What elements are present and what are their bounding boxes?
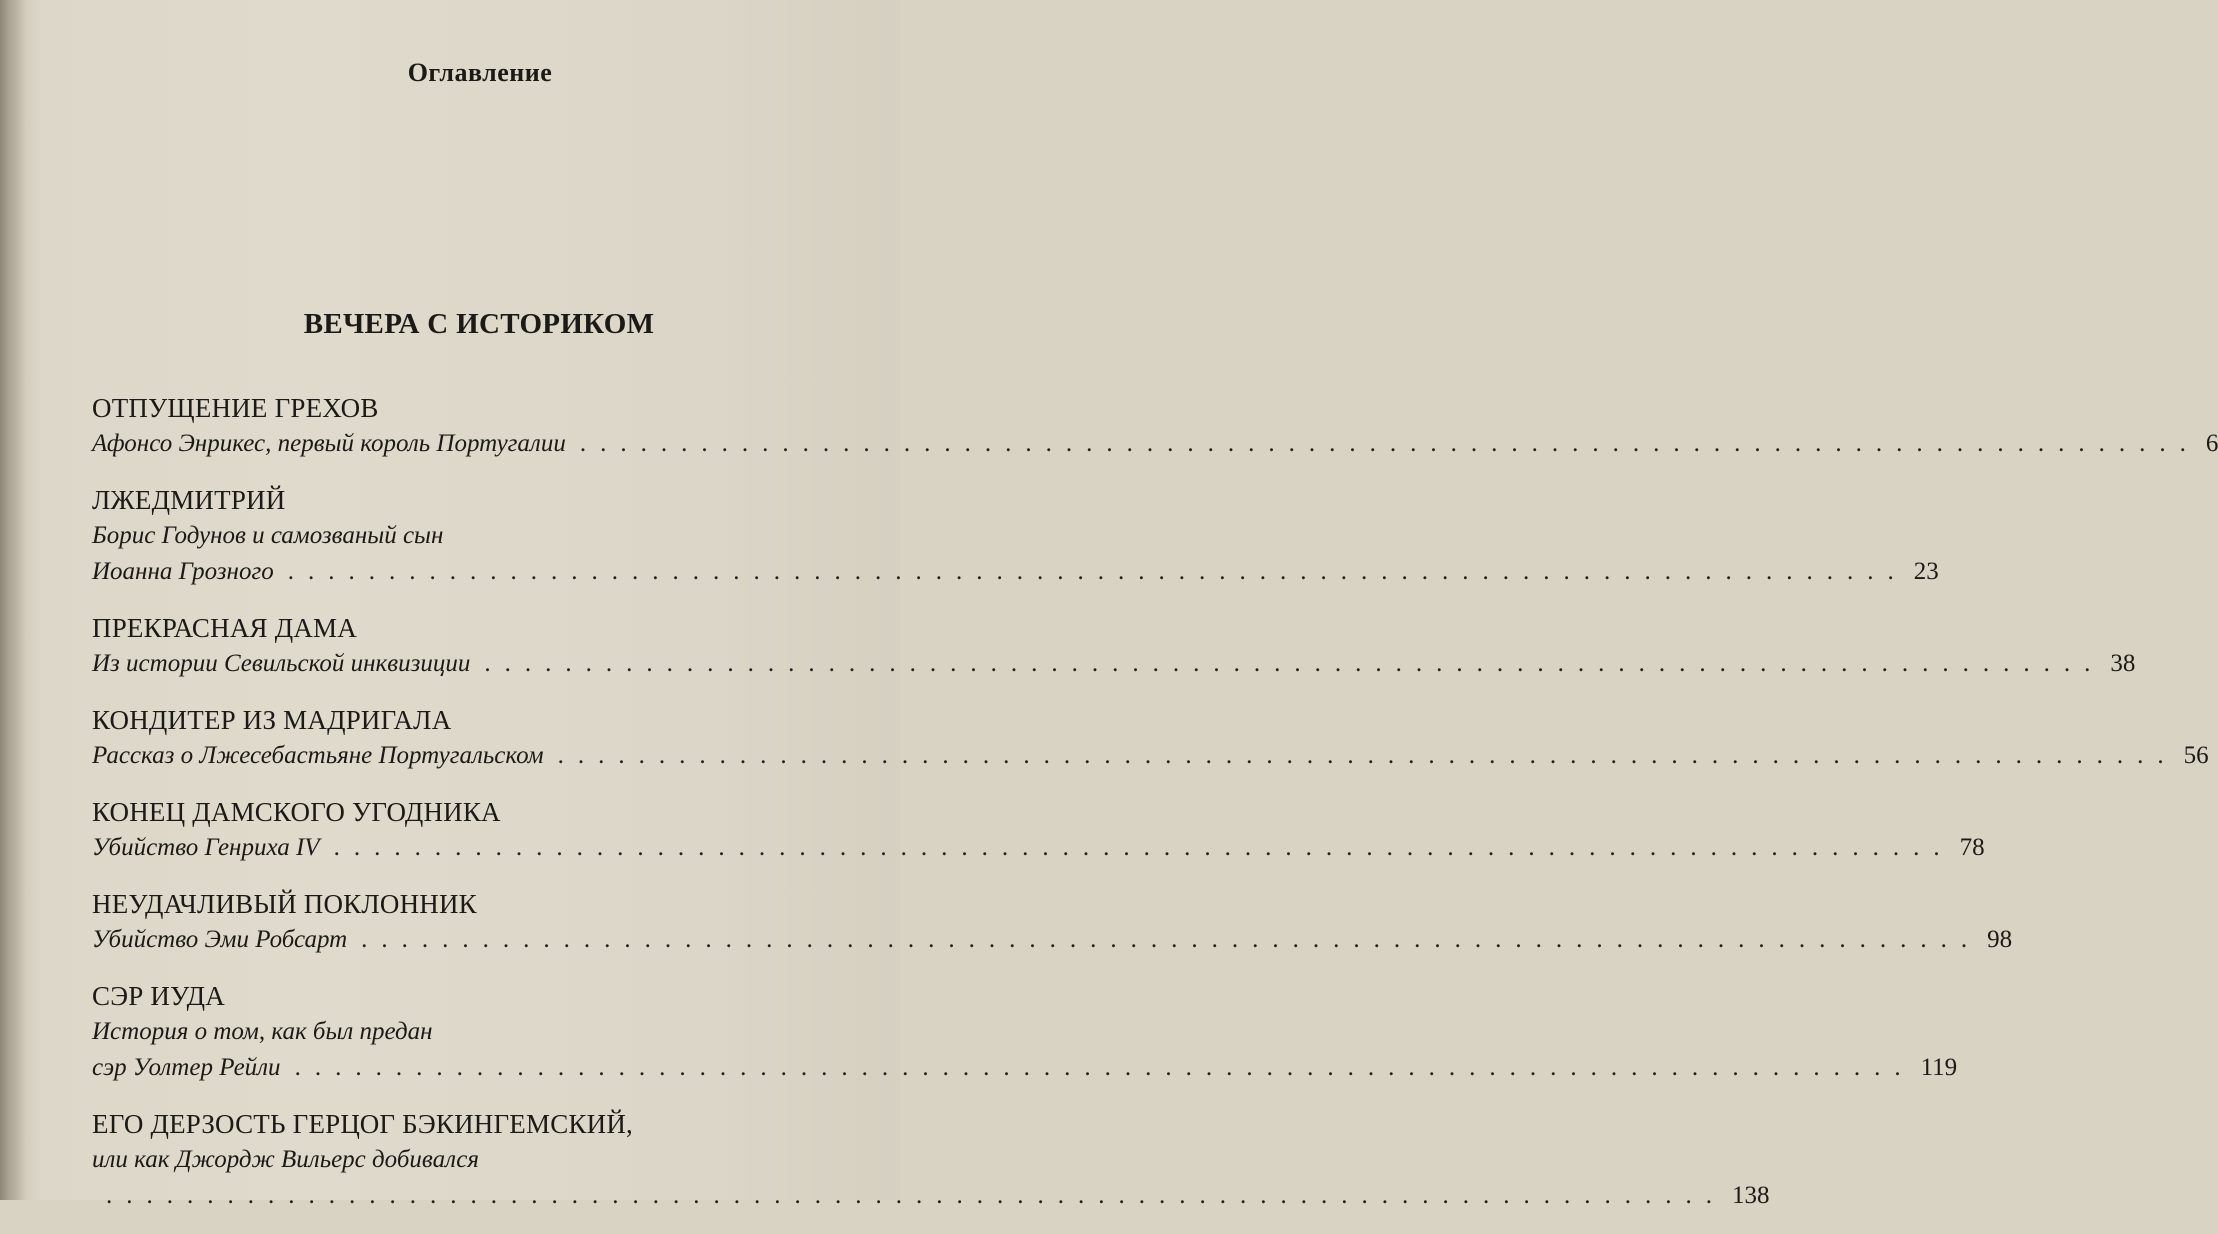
table-of-contents bbox=[92, 390, 2218, 1234]
toc-entry-subtitle: Рассказ о Лжесебастьяне Португальском bbox=[92, 742, 544, 769]
dot-leader: ................................................................................ bbox=[287, 558, 1908, 585]
toc-entry bbox=[92, 482, 1939, 590]
toc-page-number: 23 bbox=[1913, 558, 1939, 585]
dot-leader: ................................................................................ bbox=[361, 926, 1982, 953]
dot-leader: ................................................................................ bbox=[579, 430, 2200, 457]
dot-leader: ................................................................................ bbox=[106, 1182, 1726, 1209]
toc-entry-leader-line bbox=[92, 554, 1939, 590]
toc-entry-subtitle: Убийство Генриха IV bbox=[92, 834, 320, 861]
dot-leader: ................................................................................ bbox=[484, 650, 2105, 677]
dot-leader: ................................................................................ bbox=[333, 834, 1954, 861]
toc-entry bbox=[92, 610, 2136, 682]
toc-entry bbox=[92, 702, 2209, 774]
toc-entry-subtitle: Иоанна Грозного bbox=[92, 558, 274, 585]
toc-entry-leader-line bbox=[92, 1178, 1770, 1214]
toc-entry-subtitle: Убийство Эми Робсарт bbox=[92, 926, 348, 953]
toc-entry-leader-line bbox=[92, 830, 1985, 866]
toc-page-number: 138 bbox=[1732, 1182, 1770, 1209]
page-title: Оглавление bbox=[407, 58, 553, 87]
toc-entry-title: КОНЕЦ ДАМСКОГО УГОДНИКА bbox=[92, 797, 501, 827]
toc-entry-leader-line bbox=[92, 1050, 1958, 1086]
toc-entry-title: КОНДИТЕР ИЗ МАДРИГАЛА bbox=[92, 705, 452, 735]
toc-entry-title: ЛЖЕДМИТРИЙ bbox=[92, 485, 286, 515]
toc-entry-leader-line bbox=[92, 426, 2218, 462]
toc-page-number: 119 bbox=[1920, 1054, 1958, 1081]
toc-entry bbox=[92, 886, 2013, 958]
section-title: ВЕЧЕРА С ИСТОРИКОМ bbox=[303, 308, 655, 340]
toc-page-number: 38 bbox=[2110, 650, 2136, 677]
toc-entry-title: ЕГО ДЕРЗОСТЬ ГЕРЦОГ БЭКИНГЕМСКИЙ, bbox=[92, 1109, 633, 1139]
toc-entry bbox=[92, 794, 1985, 866]
toc-entry-title: ПРЕКРАСНАЯ ДАМА bbox=[92, 613, 357, 643]
toc-entry-leader-line bbox=[92, 646, 2136, 682]
toc-entry bbox=[92, 978, 1958, 1086]
toc-entry-subtitle: Борис Годунов и самозваный сын bbox=[92, 522, 444, 549]
toc-page-number: 6 bbox=[2205, 430, 2218, 457]
toc-entry-leader-line bbox=[92, 922, 2013, 958]
toc-page-number: 98 bbox=[1987, 926, 2013, 953]
toc-entry-title: ОТПУЩЕНИЕ ГРЕХОВ bbox=[92, 393, 379, 423]
toc-entry bbox=[92, 390, 2218, 462]
book-binding-shadow bbox=[0, 0, 26, 1200]
toc-entry-title: СЭР ИУДА bbox=[92, 981, 226, 1011]
toc-entry-subtitle: или как Джордж Вильерс добивался bbox=[92, 1146, 480, 1173]
toc-page-number: 78 bbox=[1959, 834, 1985, 861]
toc-entry-title: НЕУДАЧЛИВЫЙ ПОКЛОННИК bbox=[92, 889, 477, 919]
dot-leader: ................................................................................ bbox=[294, 1054, 1915, 1081]
toc-entry-subtitle: сэр Уолтер Рейли bbox=[92, 1054, 281, 1081]
toc-entry-subtitle: История о том, как был предан bbox=[92, 1018, 433, 1045]
toc-entry-subtitle: Из истории Севильской инквизиции bbox=[92, 650, 471, 677]
dot-leader: ................................................................................ bbox=[557, 742, 2178, 769]
toc-entry-leader-line bbox=[92, 738, 2209, 774]
toc-page-number: 56 bbox=[2183, 742, 2209, 769]
toc-entry-subtitle: Афонсо Энрикес, первый король Португалии bbox=[92, 430, 566, 457]
toc-entry bbox=[92, 1106, 1770, 1214]
